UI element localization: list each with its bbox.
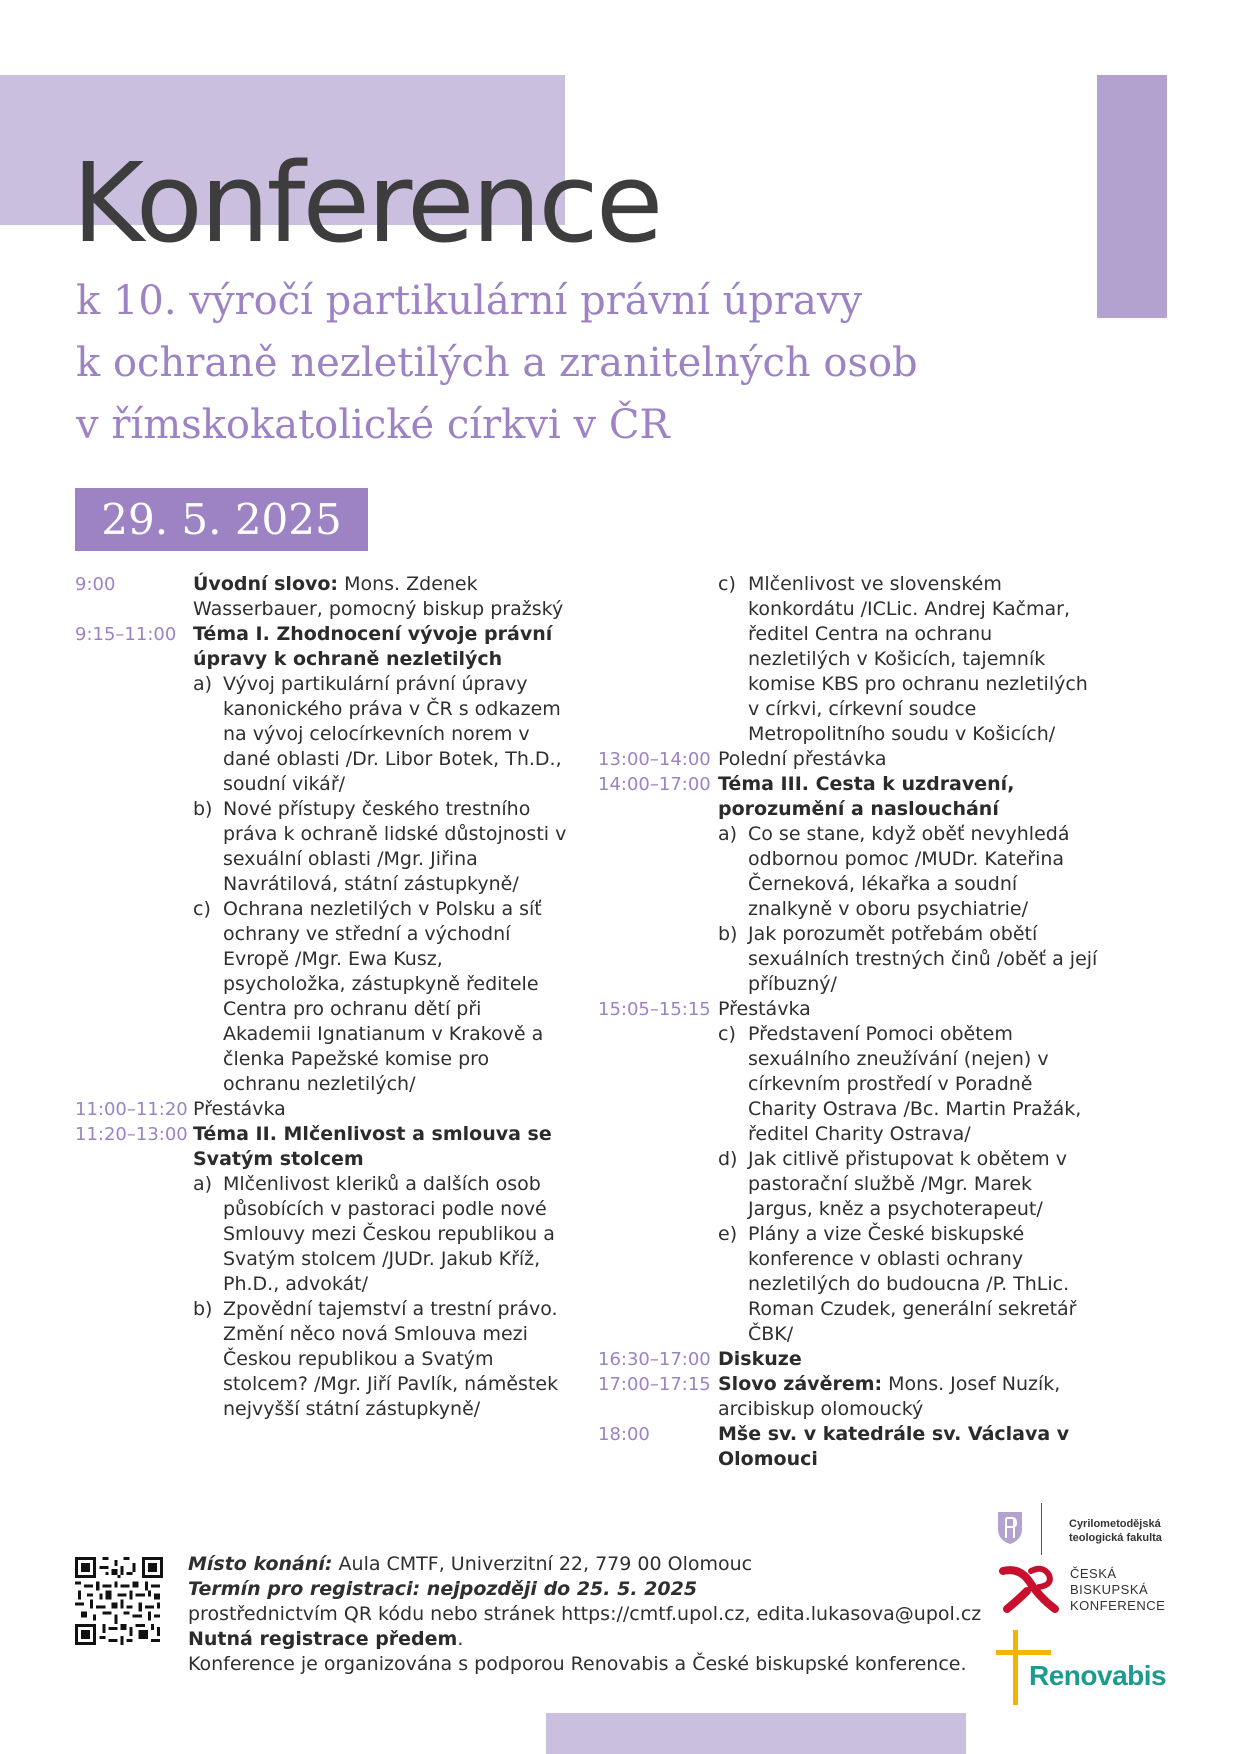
agenda-item: a) Vývoj partikulární právní úpravy kanonického práva v ČR s odkazem na vývoj celocírkevních norem v dané oblasti /Dr. Libor Botek, Th.D., soudní vikář/ [193,673,562,795]
logo-divider [1041,1503,1042,1555]
entry-text: Mons. Zdenek Wasserbauer, pomocný biskup pražský [193,573,564,620]
page-title: Konference [72,139,661,267]
program-entry [598,1372,1098,1422]
decorative-band-bottom [546,1713,966,1754]
program-entry [598,1347,1098,1372]
entry-time: 16:30–17:00 [598,1349,711,1370]
subtitle [76,270,918,456]
entry-title: Téma I. Zhodnocení vývoje právní úpravy k ochraně nezletilých [193,623,553,670]
entry-time: 17:00–17:15 [598,1374,711,1395]
program-entry [75,1097,570,1122]
program-entry [75,572,570,622]
entry-text: Přestávka [193,1098,286,1120]
entry-text: Přestávka [718,998,811,1020]
entry-time: 11:20–13:00 [75,1124,188,1145]
venue-text: Aula CMTF, Univerzitní 22, 779 00 Olomouc [332,1553,753,1575]
program-entry [598,1422,1098,1472]
entry-title: Slovo závěrem: [718,1373,883,1395]
agenda-item: b) Zpovědní tajemství a trestní právo. Změní něco nová Smlouva mezi Českou republikou a Svatým stolcem? /Mgr. Jiří Pavlík, náměstek nejvyšší státní zástupkyně/ [193,1298,559,1420]
entry-time: 13:00–14:00 [598,749,711,770]
registration-deadline: Termín pro registraci: nejpozději do 25. 5. 2025 [188,1578,698,1600]
support-note: Konference je organizována s podporou Renovabis a České biskupské konference. [188,1653,967,1675]
venue-label: Místo konání: [188,1553,333,1575]
program-entry [598,747,1098,772]
decorative-band-right [1097,75,1167,318]
program-entry [598,772,1098,822]
entry-time: 9:00 [75,574,116,595]
registration-via: prostřednictvím QR kódu nebo stránek https://cmtf.upol.cz, edita.lukasova@upol.cz [188,1603,982,1625]
registration-required: Nutná registrace předem [188,1628,458,1650]
agenda-item: a) Mlčenlivost kleriků a dalších osob působících v pastoraci podle nové Smlouvy mezi Českou republikou a Svatým stolcem /JUDr. Jakub Kříž, Ph.D., advokát/ [193,1173,555,1295]
registration-required-line: Nutná registrace předem. [188,1628,464,1650]
entry-time: 9:15–11:00 [75,624,177,645]
entry-title: Téma II. Mlčenlivost a smlouva se Svatým stolcem [193,1123,552,1170]
agenda-item: d) Jak citlivě přistupovat k obětem v pastorační službě /Mgr. Marek Jargus, kněz a psychoterapeut/ [718,1148,1067,1220]
cmtf-logo: Cyrilometodějská teologická fakulta [993,1503,1173,1558]
date-badge: 29. 5. 2025 [75,488,368,551]
qr-code[interactable] [75,1557,163,1645]
entry-title: Úvodní slovo: [193,573,339,595]
agenda-item: b) Nové přístupy českého trestního práva k ochraně lidské důstojnosti v sexuální oblasti /Mgr. Jiřina Navrátilová, státní zástupkyně/ [193,798,567,895]
subtitle-line: k 10. výročí partikulární právní úpravy [76,278,863,324]
agenda-item: b) Jak porozumět potřebám obětí sexuálních trestných činů /oběť a její příbuzný/ [718,923,1098,995]
entry-title: Diskuze [718,1348,802,1370]
entry-time: 18:00 [598,1424,650,1445]
chi-rho-icon [997,1563,1061,1617]
agenda-item: c) Představení Pomoci obětem sexuálního zneužívání (nejen) v církevním prostředí v Poradně Charity Ostrava /Bc. Martin Pražák, ředitel Charity Ostrava/ [718,1023,1082,1145]
entry-title: Téma III. Cesta k uzdravení, porozumění a naslouchání [718,773,1015,820]
footer-info [188,1552,981,1677]
renovabis-logo: Renovabis [996,1628,1176,1708]
agenda-item: c) Ochrana nezletilých v Polsku a síť ochrany ve střední a východní Evropě /Mgr. Ewa Kusz, psycholožka, zástupkyně ředitele Centra pro ochranu dětí při Akademii Ignatianum v Krakově a členka Papežské komise pro ochranu nezletilých/ [193,898,544,1095]
entry-text: Polední přestávka [718,748,887,770]
entry-text: Mons. Josef Nuzík, arcibiskup olomoucký [718,1373,1061,1420]
program-column-right [598,572,1098,1472]
subtitle-line: k ochraně nezletilých a zranitelných osob [76,340,918,386]
entry-title: Mše sv. v katedrále sv. Václava v Olomouci [718,1423,1070,1470]
university-shield-icon [997,1511,1023,1545]
program-column-left [75,572,570,1422]
entry-time: 11:00–11:20 [75,1099,188,1120]
agenda-item: c) Mlčenlivost ve slovenském konkordátu /ICLic. Andrej Kačmar, ředitel Centra na ochranu nezletilých v Košicích, tajemník komise KBS pro ochranu nezletilých v církvi, církevní soudce Metropolitního soudu v Košicích/ [718,573,1088,745]
program-entry [75,622,570,672]
subtitle-line: v římskokatolické církvi v ČR [76,402,670,448]
entry-time: 14:00–17:00 [598,774,711,795]
entry-time: 15:05–15:15 [598,999,711,1020]
venue-line [188,1552,981,1577]
cbk-logo: ČESKÁ BISKUPSKÁ KONFERENCE [997,1563,1177,1623]
program-entry [598,997,1098,1022]
program-entry [75,1122,570,1172]
agenda-item: a) Co se stane, když oběť nevyhledá odbornou pomoc /MUDr. Kateřina Černeková, lékařka a soudní znalkyně v oboru psychiatrie/ [718,823,1070,920]
agenda-item: e) Plány a vize České biskupské konference v oblasti ochrany nezletilých do budoucna /P. ThLic. Roman Czudek, generální sekretář ČBK/ [718,1223,1077,1345]
